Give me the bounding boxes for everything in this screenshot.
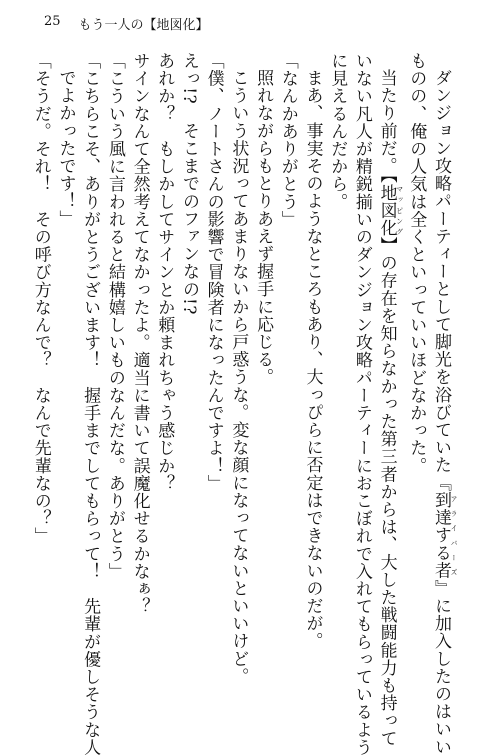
dialogue-line: 「こういう風に言われると結構嬉しいものなんだな。ありがとう」 [104,52,125,580]
dialogue-line: 「こちらこそ、ありがとうございます！ 握手までしてもらって！ 先輩が優しそうな人 [80,52,101,756]
ruby-base: 地図化 [376,183,397,237]
running-head [44,14,209,33]
text-line: えっ!? そこまでのファンなの!? [178,52,199,316]
text-line [374,52,404,747]
chapter-title: もう一人の【地図化】 [78,18,209,33]
dialogue-line: 「僕、ノートさんの影響で冒険者になったんですよ！」 [203,52,224,492]
vertical-body-text [30,52,458,756]
ruby-term [431,491,458,580]
text-line: あれか？ もしかしてサインとか頼まれちゃう感じか？ [154,52,175,492]
ruby-reading: アライバーズ [450,491,458,580]
text-line: 照れながらもとりあえず握手に応じる。 [253,69,274,386]
text-line [428,52,458,756]
text-line: まあ、事実そのようなところもあり、大っぴらに否定はできないのだが。 [302,69,323,650]
dialogue-line: でよかったです！」 [55,69,76,228]
text-line: サインなんて全然考えてなかったよ。適当に書いて誤魔化せるかなぁ？ [129,52,150,616]
text-segment: 】の存在を知らなかった第三者からは、大した戦闘能力も持って [376,236,397,747]
dialogue-line: 「そうだ。それ！ その呼び方なんで？ なんで先輩なの？」 [30,52,51,545]
page-number: 25 [44,14,61,29]
text-line: ものの、俺の人気は全くといっていいほどなかった。 [406,52,427,475]
text-line: に見えるんだから。 [327,52,348,211]
ruby-reading: マッピング [395,183,404,237]
ruby-base: 到達する者 [431,491,451,580]
ruby-term [376,183,404,237]
text-segment: 当たり前だ。【 [376,69,397,184]
text-line: いない凡人が精鋭揃いのダンジョン攻略パーティーにおこぼれで入れてもらっているよう [351,52,372,756]
text-segment: ダンジョン攻略パーティーとして脚光を浴びていた『 [431,69,451,492]
text-line: こういう状況ってあまりないから戸惑うな。変な顔になってないといいけど。 [228,69,249,685]
dialogue-line: 「なんかありがとう」 [277,52,298,228]
text-segment: 』に加入したのはいい [431,579,451,756]
